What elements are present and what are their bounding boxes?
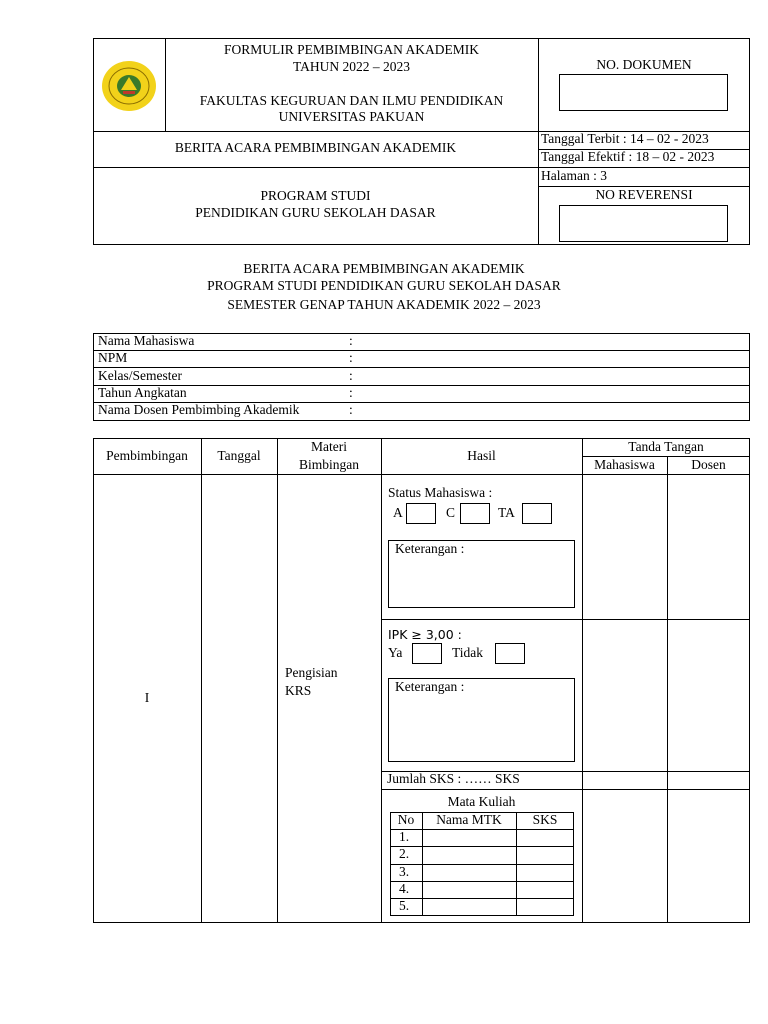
program-label: PROGRAM STUDI <box>260 188 371 203</box>
status-a-label: A <box>393 505 403 520</box>
ipk-ya-label: Ya <box>388 645 403 660</box>
status-c-checkbox[interactable] <box>460 503 490 524</box>
ipk-ya-checkbox[interactable] <box>412 643 442 664</box>
mk-col-no: No <box>397 812 415 827</box>
materi-label: Pengisian <box>285 665 338 680</box>
doc-no-box[interactable] <box>559 74 728 111</box>
keterangan-label-1: Keterangan : <box>395 541 465 556</box>
col-pembimbingan: Pembimbingan <box>106 448 188 463</box>
doc-no-label: NO. DOKUMEN <box>596 57 692 72</box>
info-label-npm: NPM <box>98 350 128 365</box>
mk-col-sks: SKS <box>532 812 558 827</box>
doc-title-line3: SEMESTER GENAP TAHUN AKADEMIK 2022 – 2023 <box>227 297 541 312</box>
mk-row-no: 1. <box>399 829 410 844</box>
keterangan-label-2: Keterangan : <box>395 679 465 694</box>
program-name: PENDIDIKAN GURU SEKOLAH DASAR <box>195 205 436 220</box>
section-title: BERITA ACARA PEMBIMBINGAN AKADEMIK <box>174 140 457 155</box>
ref-no-box[interactable] <box>559 205 728 242</box>
col-tanggal: Tanggal <box>217 448 261 463</box>
col-mahasiswa: Mahasiswa <box>594 457 655 472</box>
session-number: I <box>144 690 150 705</box>
mk-row-no: 2. <box>399 846 410 861</box>
form-title: FORMULIR PEMBIMBINGAN AKADEMIK <box>223 42 480 57</box>
info-sep: : <box>349 402 353 417</box>
ipk-tidak-label: Tidak <box>452 645 484 660</box>
info-label-kelas: Kelas/Semester <box>98 368 182 383</box>
ipk-tidak-checkbox[interactable] <box>495 643 525 664</box>
doc-title-line2: PROGRAM STUDI PENDIDIKAN GURU SEKOLAH DASAR <box>207 278 561 293</box>
university-name: UNIVERSITAS PAKUAN <box>278 109 425 124</box>
materi-label-2: KRS <box>285 683 312 698</box>
faculty-name: FAKULTAS KEGURUAN DAN ILMU PENDIDIKAN <box>199 93 504 108</box>
col-materi: Materi <box>311 439 347 454</box>
col-materi-2: Bimbingan <box>299 457 359 472</box>
page-number: Halaman : 3 <box>541 168 607 183</box>
mk-row-no: 5. <box>399 898 410 913</box>
col-hasil: Hasil <box>467 448 496 463</box>
mata-kuliah-title: Mata Kuliah <box>447 794 516 809</box>
effective-date: Tanggal Efektif : 18 – 02 - 2023 <box>541 149 715 164</box>
status-label: Status Mahasiswa : <box>388 485 493 500</box>
info-sep: : <box>349 368 353 383</box>
status-ta-checkbox[interactable] <box>522 503 552 524</box>
ipk-label: IPK ≥ 3,00 : <box>388 627 462 642</box>
form-year: TAHUN 2022 – 2023 <box>292 59 411 74</box>
info-sep: : <box>349 385 353 400</box>
jumlah-sks: Jumlah SKS : …… SKS <box>387 771 520 786</box>
issue-date: Tanggal Terbit : 14 – 02 - 2023 <box>541 131 709 146</box>
col-tanda-tangan: Tanda Tangan <box>628 439 704 454</box>
doc-title-line1: BERITA ACARA PEMBIMBINGAN AKADEMIK <box>243 261 525 276</box>
col-dosen: Dosen <box>691 457 726 472</box>
ref-no-label: NO REVERENSI <box>595 187 693 202</box>
info-sep: : <box>349 333 353 348</box>
status-a-checkbox[interactable] <box>406 503 436 524</box>
mk-row-no: 4. <box>399 881 410 896</box>
mk-col-nama: Nama MTK <box>436 812 502 827</box>
status-ta-label: TA <box>498 505 515 520</box>
mk-row-no: 3. <box>399 864 410 879</box>
info-label-dosen: Nama Dosen Pembimbing Akademik <box>98 402 300 417</box>
info-label-angkatan: Tahun Angkatan <box>98 385 187 400</box>
university-logo-icon <box>101 60 157 112</box>
info-label-nama: Nama Mahasiswa <box>98 333 195 348</box>
info-sep: : <box>349 350 353 365</box>
status-c-label: C <box>446 505 456 520</box>
